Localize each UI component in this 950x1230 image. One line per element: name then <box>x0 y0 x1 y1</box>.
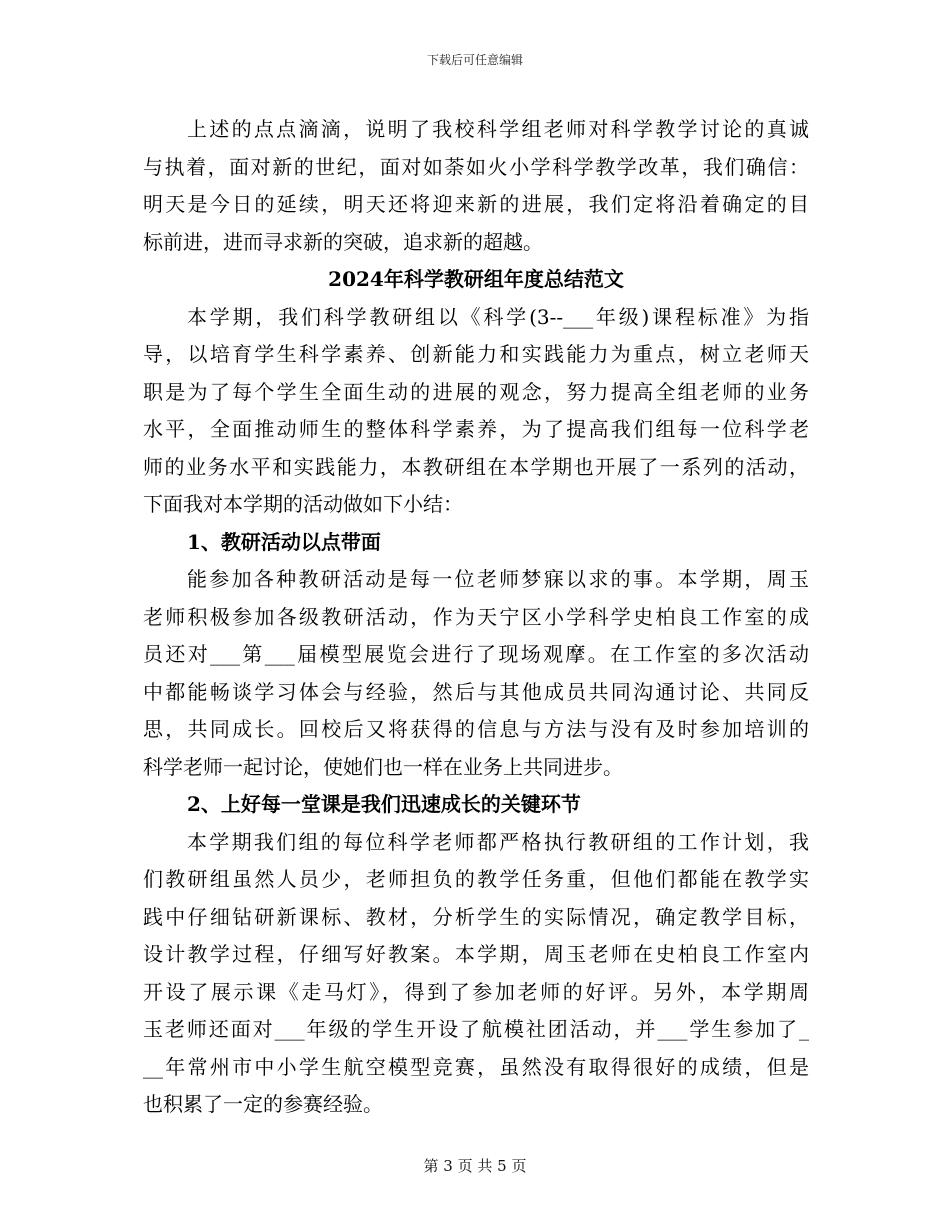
paragraph-line: 科学老师一起讨论，使她们也一样在业务上共同进步。 <box>143 754 623 779</box>
paragraph-line: 明天是今日的延续，明天还将迎来新的进展，我们定将沿着确定的目 <box>143 192 809 216</box>
paragraph-line: 与执着，面对新的世纪，面对如荼如火小学科学教学改革，我们确信： <box>143 154 809 179</box>
section-heading-2: 2、上好每一堂课是我们迅速成长的关键环节 <box>187 792 581 816</box>
paragraph-line: 能参加各种教研活动是每一位老师梦寐以求的事。本学期，周玉 <box>187 567 809 591</box>
paragraph-line: 导，以培育学生科学素养、创新能力和实践能力为重点，树立老师天 <box>143 342 809 366</box>
paragraph-line: 思，共同成长。回校后又将获得的信息与方法与没有及时参加培训的 <box>143 717 809 741</box>
paragraph-line: 上述的点点滴滴，说明了我校科学组老师对科学教学讨论的真诚 <box>187 117 809 141</box>
paragraph-line: 玉老师还面对___年级的学生开设了航模社团活动，并___学生参加了_ <box>143 1017 809 1041</box>
paragraph-line: 设计教学过程，仔细写好教案。本学期，周玉老师在史柏良工作室内 <box>143 942 809 966</box>
paragraph-line: 开设了展示课《走马灯》，得到了参加老师的好评。另外，本学期周 <box>143 979 809 1004</box>
paragraph-line: 员还对___第___届模型展览会进行了现场观摩。在工作室的多次活动 <box>143 642 809 666</box>
paragraph-line: 老师积极参加各级教研活动，作为天宁区小学科学史柏良工作室的成 <box>143 604 809 629</box>
paragraph-line: 职是为了每个学生全面生动的进展的观念，努力提高全组老师的业务 <box>143 379 809 404</box>
paragraph-line: 们教研组虽然人员少，老师担负的教学任务重，但他们都能在教学实 <box>143 867 809 891</box>
paragraph-line: 也积累了一定的参赛经验。 <box>143 1092 383 1116</box>
paragraph-line: 标前进，进而寻求新的突破，追求新的超越。 <box>143 229 543 254</box>
page-header: 下载后可任意编辑 <box>426 53 523 67</box>
section-heading-1: 1、教研活动以点带面 <box>187 529 381 554</box>
paragraph-line: 下面我对本学期的活动做如下小结： <box>143 492 463 516</box>
paragraph-line: 本学期，我们科学教研组以《科学(3--___年级)课程标准》为指 <box>187 304 809 329</box>
paragraph-line: 师的业务水平和实践能力，本教研组在本学期也开展了一系列的活动， <box>143 454 809 479</box>
paragraph-line: 践中仔细钻研新课标、教材，分析学生的实际情况，确定教学目标， <box>143 904 809 929</box>
paragraph-line: 中都能畅谈学习体会与经验，然后与其他成员共同沟通讨论、共同反 <box>143 679 809 704</box>
document-body <box>143 111 809 1124</box>
page-footer: 第 3 页 共 5 页 <box>423 1157 527 1175</box>
document-title: 2024年科学教研组年度总结范文 <box>328 267 624 291</box>
paragraph-line: __年常州市中小学生航空模型竞赛，虽然没有取得很好的成绩，但是 <box>143 1054 809 1079</box>
paragraph-line: 本学期我们组的每位科学老师都严格执行教研组的工作计划，我 <box>187 829 809 854</box>
paragraph-line: 水平，全面推动师生的整体科学素养，为了提高我们组每一位科学老 <box>143 417 809 441</box>
